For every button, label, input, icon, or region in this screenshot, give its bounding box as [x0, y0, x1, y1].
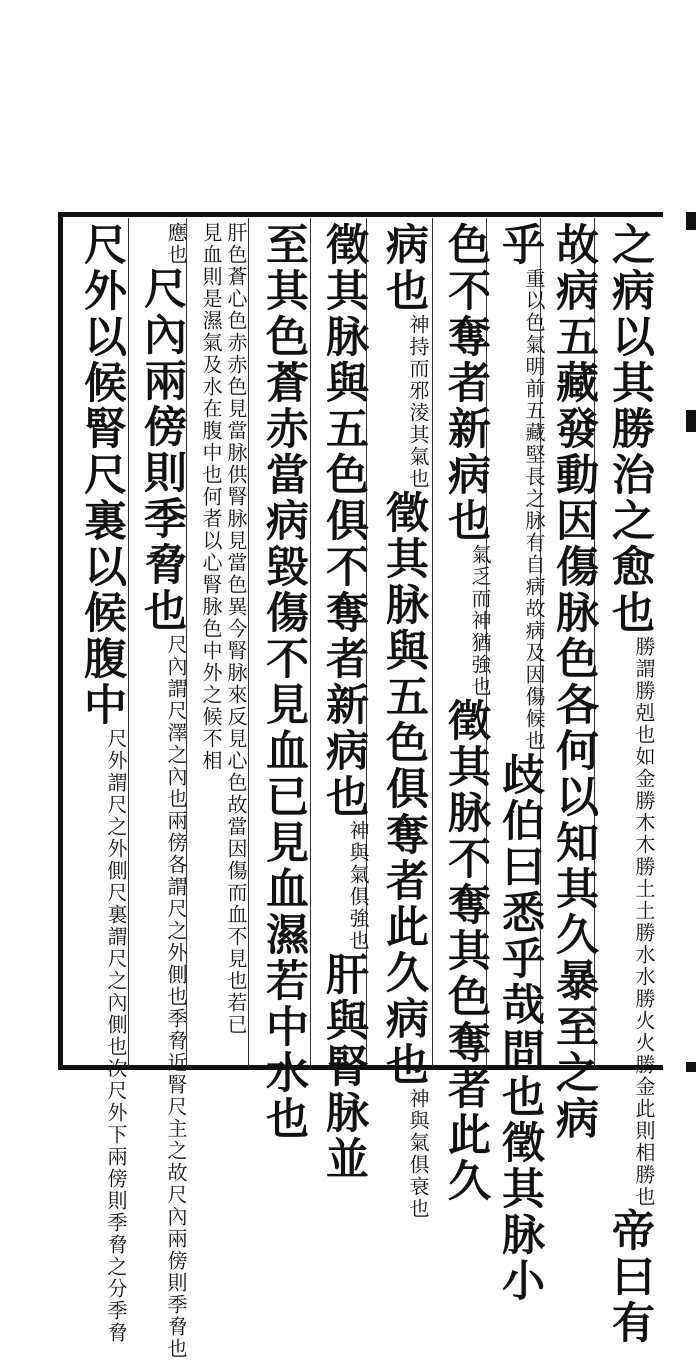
text-column — [494, 222, 546, 1304]
main-text: 乎 — [495, 222, 545, 268]
main-text: 徵其脉與五色俱不奪者新病也 — [319, 222, 369, 820]
text-column — [76, 222, 128, 1344]
edge-mark — [686, 410, 696, 432]
main-text: 徵其脉不奪其色奪者此久 — [441, 698, 491, 1204]
main-text: 故病五藏發動因傷脉色各何以知其久暴至之病 — [549, 222, 599, 1142]
commentary-note: 氣乏而神猶強也 — [468, 544, 492, 698]
main-text: 肝與腎脉並 — [319, 952, 369, 1182]
text-column — [136, 222, 188, 1360]
text-column — [604, 222, 656, 1346]
commentary-note: 神與氣俱強也 — [346, 820, 370, 952]
text-column — [440, 222, 492, 1204]
commentary-note: 勝謂勝剋也如金勝木木勝土土勝水水勝火火勝金此則相勝也 — [632, 636, 656, 1208]
main-text: 尺外以候腎尺裏以候腹中 — [77, 222, 127, 728]
commentary-note: 神與氣俱衰也 — [406, 1088, 430, 1220]
column-rule — [248, 218, 249, 1066]
main-text: 病也 — [379, 222, 429, 314]
commentary-note: 應也 — [164, 222, 188, 266]
main-text: 尺內兩傍則季脅也 — [137, 266, 187, 634]
column-rule — [128, 218, 129, 1066]
main-text: 歧伯曰悉乎哉問也徵其脉小 — [495, 752, 545, 1304]
edge-mark — [686, 1062, 696, 1072]
column-rule — [310, 218, 311, 1066]
main-text: 徵其脉與五色俱奪者此久病也 — [379, 490, 429, 1088]
commentary-note: 尺內謂尺澤之內也兩傍各謂尺之外側也季脅近腎尺主之故尺內兩傍則季脅也 — [164, 634, 188, 1360]
main-text: 之病以其勝治之愈也 — [605, 222, 655, 636]
main-text: 至其色蒼赤當病毀傷不見血已見血濕若中水也 — [259, 222, 309, 1142]
text-column — [258, 222, 310, 1142]
edge-mark — [686, 212, 696, 230]
commentary-note: 尺外謂尺之外側尺裏謂尺之內側也次尺外下兩傍則季脅之分季脅 — [104, 728, 128, 1344]
commentary-note: 重以色氣明前五藏堅長之脉有自病故病及因傷候也 — [522, 268, 546, 752]
text-column — [318, 222, 370, 1182]
commentary-note: 神持而邪淩其氣也 — [406, 314, 430, 490]
column-rule — [432, 218, 433, 1066]
main-text: 色不奪者新病也 — [441, 222, 491, 544]
text-column — [548, 222, 600, 1142]
main-text: 帝曰有 — [605, 1208, 655, 1346]
text-column — [196, 222, 248, 1062]
text-column — [378, 222, 430, 1220]
commentary-note: 肝色蒼心色赤赤色見當脉供腎脉見當色異今腎脉來反見心色故當因傷而血不見也若已見血則是濕氣及水在腹中也何者以心腎脉色中外之候不相 — [199, 222, 248, 1036]
